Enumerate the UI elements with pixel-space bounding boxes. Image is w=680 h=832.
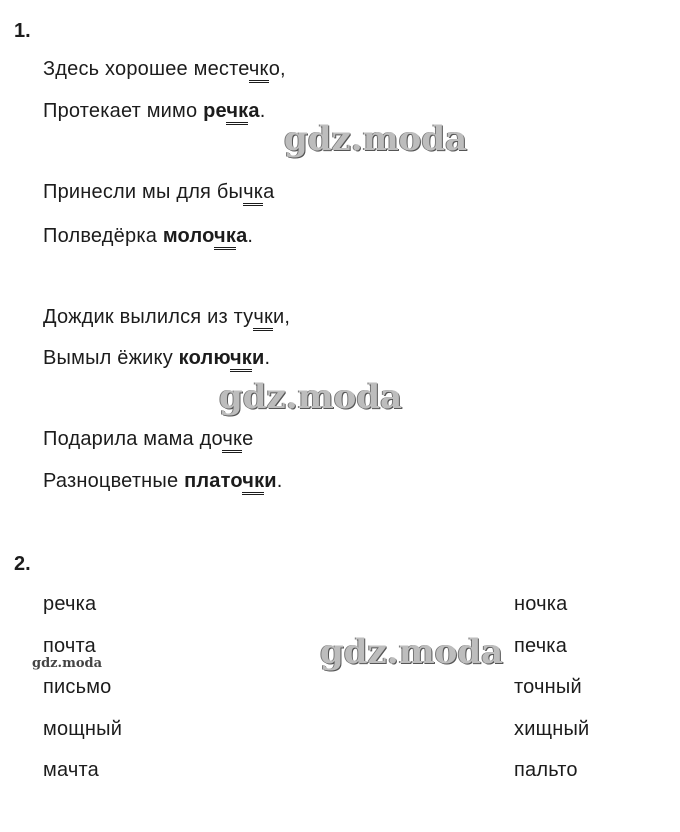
poem-line — [43, 428, 253, 451]
poem-line — [43, 347, 270, 370]
line-text: Разноцветные — [43, 470, 185, 492]
line-text: и — [264, 470, 277, 492]
watermark: gdz.moda — [219, 377, 403, 417]
watermark: gdz.moda — [320, 632, 504, 672]
watermark: gdz.moda — [284, 119, 468, 159]
line-text: . — [247, 225, 254, 247]
word-left: письмо — [43, 676, 112, 698]
line-text: Принесли мы для бы — [43, 181, 244, 203]
line-text: и — [252, 347, 265, 369]
word-right: печка — [514, 635, 568, 657]
underlined-letters: чк — [249, 58, 269, 83]
line-text: а — [236, 225, 248, 247]
word-right: хищный — [514, 718, 590, 740]
line-text: Здесь хорошее месте — [43, 58, 249, 80]
line-text: колю — [178, 347, 230, 369]
underlined-letters: чк — [214, 225, 236, 250]
word-left: почта — [43, 635, 96, 657]
underlined-letters: чк — [253, 306, 273, 331]
poem-line — [43, 306, 290, 329]
line-text: а — [248, 100, 260, 122]
word-right: ночка — [514, 593, 568, 615]
underlined-letters: чк — [242, 470, 264, 495]
word-right: точный — [514, 676, 582, 698]
line-text: . — [276, 470, 283, 492]
line-text: Подарила мама до — [43, 428, 223, 450]
line-text: Дождик вылился из ту — [43, 306, 254, 328]
poem-line — [43, 181, 274, 204]
poem-line — [43, 58, 286, 81]
underlined-letters: чк — [243, 181, 263, 206]
line-text: а — [263, 181, 275, 203]
underlined-letters: чк — [222, 428, 242, 453]
task2-number: 2. — [14, 553, 31, 575]
line-text: Вымыл ёжику — [43, 347, 179, 369]
poem-line — [43, 225, 253, 248]
line-text: ре — [203, 100, 227, 122]
word-left: мачта — [43, 759, 99, 781]
line-text: е — [242, 428, 254, 450]
line-text: . — [264, 347, 271, 369]
word-left: мощный — [43, 718, 123, 740]
underlined-letters: чк — [230, 347, 252, 372]
underlined-letters: чк — [226, 100, 248, 125]
line-text: о, — [268, 58, 286, 80]
poem-line — [43, 100, 265, 123]
line-text: плато — [184, 470, 243, 492]
line-text: и, — [272, 306, 291, 328]
line-text: моло — [162, 225, 215, 247]
task1-number: 1. — [14, 20, 31, 42]
poem-line — [43, 470, 283, 493]
line-text: Полведёрка — [43, 225, 163, 247]
line-text: . — [259, 100, 266, 122]
word-right: пальто — [514, 759, 578, 781]
line-text: Протекает мимо — [43, 100, 204, 122]
word-left: речка — [43, 593, 97, 615]
watermark-small: gdz.moda — [32, 656, 103, 671]
